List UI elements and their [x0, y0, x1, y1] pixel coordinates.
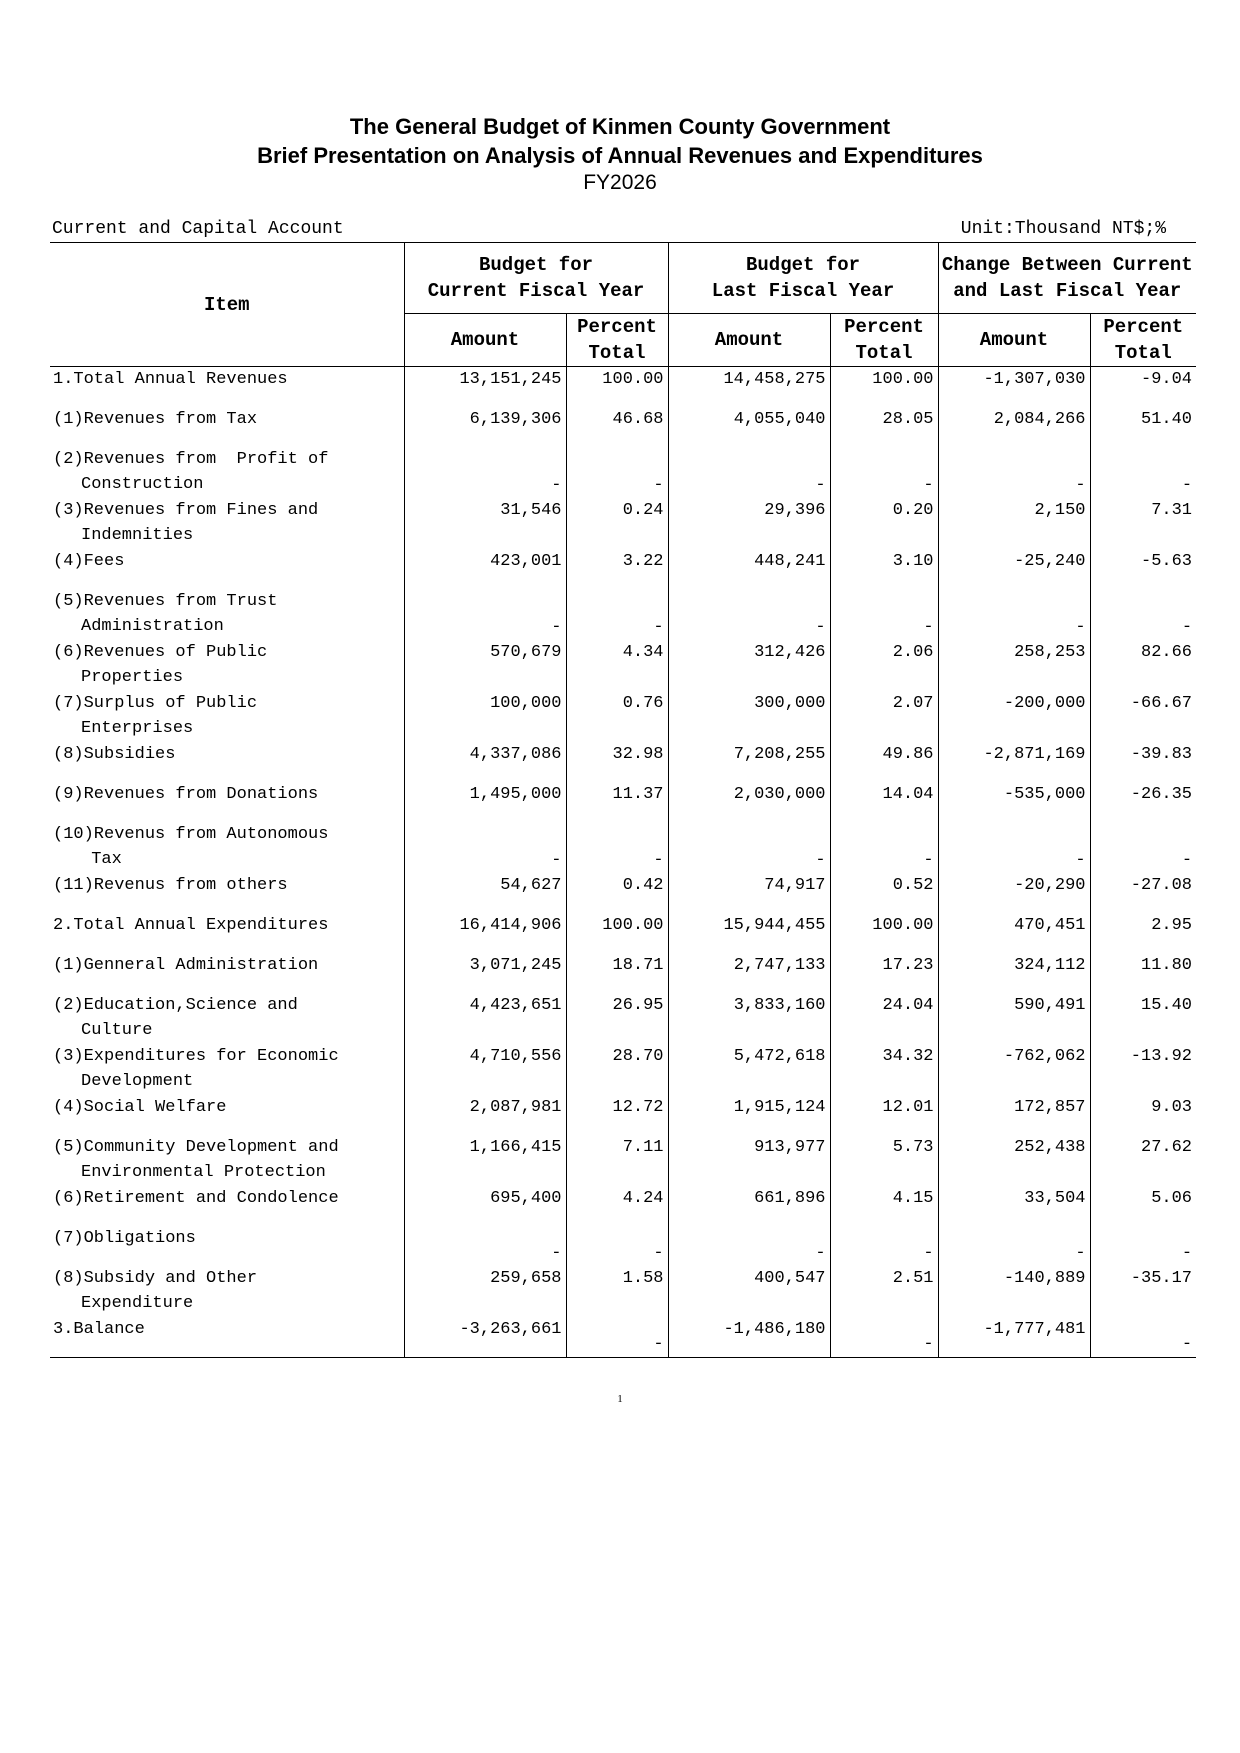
item-name: (8)Subsidies — [53, 745, 176, 764]
table-row — [50, 549, 1196, 589]
cell-change-percent: -66.67 — [1090, 691, 1196, 742]
header-last-amount: Amount — [668, 314, 830, 367]
cell-current-amount: 6,139,306 — [404, 407, 566, 447]
item-name: (1)Revenues from Tax — [53, 410, 258, 429]
cell-current-percent: 4.24 — [566, 1186, 668, 1226]
cell-current-percent: 12.72 — [566, 1095, 668, 1135]
row-item-label — [50, 1226, 404, 1266]
table-row — [50, 822, 1196, 873]
item-name-continued: Indemnities — [81, 526, 194, 545]
cell-last-percent: - — [830, 1226, 938, 1266]
table-row — [50, 407, 1196, 447]
item-name-continued: Culture — [81, 1021, 153, 1040]
cell-change-percent: 2.95 — [1090, 913, 1196, 953]
cell-change-percent: -27.08 — [1090, 873, 1196, 913]
cell-last-percent: - — [830, 447, 938, 498]
cell-last-percent: 24.04 — [830, 993, 938, 1044]
cell-change-percent: 9.03 — [1090, 1095, 1196, 1135]
cell-last-amount: 2,747,133 — [668, 953, 830, 993]
cell-current-amount: 4,337,086 — [404, 742, 566, 782]
document-subtitle: Brief Presentation on Analysis of Annual Revenues and Expenditures — [257, 143, 983, 168]
cell-change-percent: - — [1090, 1226, 1196, 1266]
cell-change-amount: - — [938, 447, 1090, 498]
item-name: (6)Revenues of Public — [53, 643, 268, 662]
cell-last-amount: 29,396 — [668, 498, 830, 549]
item-name: (2)Education,Science and — [53, 996, 298, 1015]
item-name: 3.Balance — [53, 1320, 145, 1339]
cell-change-percent: 27.62 — [1090, 1135, 1196, 1186]
row-item-label — [50, 407, 404, 447]
row-item-label — [50, 1135, 404, 1186]
cell-current-percent: 11.37 — [566, 782, 668, 822]
cell-change-amount: 33,504 — [938, 1186, 1090, 1226]
cell-current-percent: - — [566, 447, 668, 498]
fiscal-year-label: FY2026 — [583, 171, 657, 194]
item-name-continued: Expenditure — [81, 1294, 194, 1313]
cell-last-amount: - — [668, 447, 830, 498]
item-name: (7)Surplus of Public — [53, 694, 258, 713]
cell-last-percent: 100.00 — [830, 913, 938, 953]
cell-current-percent: - — [566, 589, 668, 640]
account-label: Current and Capital Account — [52, 219, 344, 239]
cell-current-percent: 0.42 — [566, 873, 668, 913]
cell-current-amount: 259,658 — [404, 1266, 566, 1317]
table-row — [50, 993, 1196, 1044]
table-row — [50, 447, 1196, 498]
item-name: (4)Social Welfare — [53, 1098, 227, 1117]
cell-current-amount: 54,627 — [404, 873, 566, 913]
cell-last-amount: 15,944,455 — [668, 913, 830, 953]
cell-last-amount: 4,055,040 — [668, 407, 830, 447]
page-number: 1 — [617, 1393, 623, 1405]
cell-change-amount: 258,253 — [938, 640, 1090, 691]
cell-last-amount: - — [668, 589, 830, 640]
cell-current-percent: 32.98 — [566, 742, 668, 782]
cell-current-percent: 100.00 — [566, 913, 668, 953]
cell-change-percent: 11.80 — [1090, 953, 1196, 993]
row-item-label — [50, 1044, 404, 1095]
row-item-label — [50, 953, 404, 993]
cell-last-percent: 2.07 — [830, 691, 938, 742]
row-item-label — [50, 367, 404, 408]
cell-current-amount: 31,546 — [404, 498, 566, 549]
cell-last-percent: 2.51 — [830, 1266, 938, 1317]
cell-last-amount: 312,426 — [668, 640, 830, 691]
cell-last-amount: 3,833,160 — [668, 993, 830, 1044]
table-row — [50, 1044, 1196, 1095]
cell-current-amount: 3,071,245 — [404, 953, 566, 993]
cell-last-amount: 5,472,618 — [668, 1044, 830, 1095]
cell-change-percent: -13.92 — [1090, 1044, 1196, 1095]
row-item-label — [50, 873, 404, 913]
table-row — [50, 782, 1196, 822]
header-current-fiscal-year: Budget for Current Fiscal Year — [404, 243, 668, 314]
cell-last-percent: 12.01 — [830, 1095, 938, 1135]
cell-change-percent: 5.06 — [1090, 1186, 1196, 1226]
cell-current-amount: 570,679 — [404, 640, 566, 691]
cell-last-percent: 3.10 — [830, 549, 938, 589]
cell-last-amount: 661,896 — [668, 1186, 830, 1226]
cell-current-percent: 3.22 — [566, 549, 668, 589]
row-item-label — [50, 993, 404, 1044]
cell-last-percent: 34.32 — [830, 1044, 938, 1095]
cell-change-percent: -39.83 — [1090, 742, 1196, 782]
cell-last-amount: 2,030,000 — [668, 782, 830, 822]
cell-change-percent: - — [1090, 589, 1196, 640]
item-name: (3)Expenditures for Economic — [53, 1047, 339, 1066]
cell-change-percent: 7.31 — [1090, 498, 1196, 549]
row-item-label — [50, 1186, 404, 1226]
cell-current-amount: 16,414,906 — [404, 913, 566, 953]
cell-change-amount: 2,150 — [938, 498, 1090, 549]
item-name: (6)Retirement and Condolence — [53, 1189, 339, 1208]
row-item-label — [50, 1317, 404, 1358]
table-row — [50, 589, 1196, 640]
cell-change-amount: -1,307,030 — [938, 367, 1090, 408]
header-last-fiscal-year: Budget for Last Fiscal Year — [668, 243, 938, 314]
cell-current-amount: - — [404, 447, 566, 498]
table-row — [50, 1226, 1196, 1266]
cell-change-amount: 2,084,266 — [938, 407, 1090, 447]
cell-last-amount: 1,915,124 — [668, 1095, 830, 1135]
row-item-label — [50, 742, 404, 782]
cell-change-amount: -140,889 — [938, 1266, 1090, 1317]
cell-last-percent: 0.52 — [830, 873, 938, 913]
cell-current-percent: 28.70 — [566, 1044, 668, 1095]
cell-change-amount: - — [938, 1226, 1090, 1266]
cell-current-amount: - — [404, 1226, 566, 1266]
cell-last-percent: 17.23 — [830, 953, 938, 993]
cell-current-percent: 18.71 — [566, 953, 668, 993]
header-current-amount: Amount — [404, 314, 566, 367]
cell-current-percent: 0.24 — [566, 498, 668, 549]
cell-change-amount: -25,240 — [938, 549, 1090, 589]
cell-current-percent: 26.95 — [566, 993, 668, 1044]
item-name-continued: Construction — [81, 475, 204, 494]
row-item-label — [50, 589, 404, 640]
header-item: Item — [50, 243, 404, 367]
item-name: (3)Revenues from Fines and — [53, 501, 319, 520]
table-row — [50, 1135, 1196, 1186]
cell-change-amount: 252,438 — [938, 1135, 1090, 1186]
cell-change-amount: - — [938, 589, 1090, 640]
cell-current-percent: - — [566, 1226, 668, 1266]
cell-last-amount: 7,208,255 — [668, 742, 830, 782]
cell-change-amount: -20,290 — [938, 873, 1090, 913]
item-name: (5)Revenues from Trust — [53, 592, 278, 611]
item-name: 1.Total Annual Revenues — [53, 370, 288, 389]
unit-label: Unit:Thousand NT$;% — [960, 219, 1166, 239]
cell-change-percent: -9.04 — [1090, 367, 1196, 408]
document-title: The General Budget of Kinmen County Government — [349, 114, 891, 139]
cell-change-amount: 172,857 — [938, 1095, 1090, 1135]
header-last-percent: Percent Total — [830, 314, 938, 367]
table-row — [50, 1317, 1196, 1358]
cell-current-percent: 100.00 — [566, 367, 668, 408]
cell-last-percent: 0.20 — [830, 498, 938, 549]
cell-last-percent: - — [830, 589, 938, 640]
cell-last-percent: - — [830, 1317, 938, 1358]
item-name-continued: Properties — [81, 668, 184, 687]
table-row — [50, 913, 1196, 953]
item-name: (11)Revenus from others — [53, 876, 288, 895]
item-name: (10)Revenus from Autonomous — [53, 825, 329, 844]
cell-current-percent: 4.34 — [566, 640, 668, 691]
table-row — [50, 1095, 1196, 1135]
cell-change-percent: - — [1090, 822, 1196, 873]
cell-last-amount: 74,917 — [668, 873, 830, 913]
item-name: (1)Genneral Administration — [53, 956, 319, 975]
table-row — [50, 367, 1196, 408]
cell-current-amount: - — [404, 822, 566, 873]
cell-last-percent: 28.05 — [830, 407, 938, 447]
item-name: (4)Fees — [53, 552, 125, 571]
cell-current-percent: - — [566, 1317, 668, 1358]
cell-current-amount: 423,001 — [404, 549, 566, 589]
table-row — [50, 498, 1196, 549]
item-name-continued: Environmental Protection — [81, 1163, 326, 1182]
item-name-continued: Administration — [81, 617, 224, 636]
header-change-amount: Amount — [938, 314, 1090, 367]
item-name-continued: Development — [81, 1072, 194, 1091]
cell-last-percent: 4.15 — [830, 1186, 938, 1226]
row-item-label — [50, 549, 404, 589]
table-row — [50, 742, 1196, 782]
cell-last-amount: - — [668, 822, 830, 873]
cell-last-amount: - — [668, 1226, 830, 1266]
table-row — [50, 873, 1196, 913]
cell-current-percent: 1.58 — [566, 1266, 668, 1317]
header-current-percent: Percent Total — [566, 314, 668, 367]
cell-change-percent: -35.17 — [1090, 1266, 1196, 1317]
cell-current-amount: 2,087,981 — [404, 1095, 566, 1135]
cell-last-amount: 300,000 — [668, 691, 830, 742]
item-name: (5)Community Development and — [53, 1138, 339, 1157]
row-item-label — [50, 1095, 404, 1135]
cell-change-amount: -1,777,481 — [938, 1317, 1090, 1358]
item-name: 2.Total Annual Expenditures — [53, 916, 329, 935]
header-change: Change Between Current and Last Fiscal Year — [938, 243, 1196, 314]
cell-current-percent: 46.68 — [566, 407, 668, 447]
budget-table — [50, 242, 1196, 1358]
cell-current-percent: 0.76 — [566, 691, 668, 742]
item-name: (7)Obligations — [53, 1229, 196, 1248]
cell-change-amount: -535,000 — [938, 782, 1090, 822]
cell-current-amount: 1,495,000 — [404, 782, 566, 822]
row-item-label — [50, 691, 404, 742]
cell-last-percent: 100.00 — [830, 367, 938, 408]
cell-change-percent: 51.40 — [1090, 407, 1196, 447]
header-change-percent: Percent Total — [1090, 314, 1196, 367]
cell-change-percent: 82.66 — [1090, 640, 1196, 691]
item-name: (8)Subsidy and Other — [53, 1269, 258, 1288]
cell-last-amount: 400,547 — [668, 1266, 830, 1317]
table-row — [50, 640, 1196, 691]
cell-last-percent: 49.86 — [830, 742, 938, 782]
row-item-label — [50, 1266, 404, 1317]
cell-current-amount: 695,400 — [404, 1186, 566, 1226]
item-name-continued: Tax — [81, 850, 122, 869]
cell-last-amount: -1,486,180 — [668, 1317, 830, 1358]
cell-change-percent: 15.40 — [1090, 993, 1196, 1044]
row-item-label — [50, 782, 404, 822]
table-row — [50, 1186, 1196, 1226]
cell-current-amount: - — [404, 589, 566, 640]
cell-last-percent: - — [830, 822, 938, 873]
row-item-label — [50, 498, 404, 549]
cell-change-amount: 590,491 — [938, 993, 1090, 1044]
row-item-label — [50, 447, 404, 498]
item-name-continued: Enterprises — [81, 719, 194, 738]
cell-last-amount: 448,241 — [668, 549, 830, 589]
cell-change-amount: - — [938, 822, 1090, 873]
cell-current-percent: - — [566, 822, 668, 873]
item-name: (9)Revenues from Donations — [53, 785, 319, 804]
cell-change-percent: -5.63 — [1090, 549, 1196, 589]
cell-last-amount: 14,458,275 — [668, 367, 830, 408]
document-title-block — [0, 112, 1240, 196]
cell-current-amount: 100,000 — [404, 691, 566, 742]
cell-change-amount: -200,000 — [938, 691, 1090, 742]
cell-change-percent: - — [1090, 1317, 1196, 1358]
cell-last-percent: 2.06 — [830, 640, 938, 691]
cell-current-percent: 7.11 — [566, 1135, 668, 1186]
row-item-label — [50, 640, 404, 691]
cell-current-amount: 1,166,415 — [404, 1135, 566, 1186]
cell-last-percent: 5.73 — [830, 1135, 938, 1186]
cell-last-percent: 14.04 — [830, 782, 938, 822]
cell-last-amount: 913,977 — [668, 1135, 830, 1186]
table-row — [50, 691, 1196, 742]
cell-current-amount: 13,151,245 — [404, 367, 566, 408]
cell-change-amount: -2,871,169 — [938, 742, 1090, 782]
cell-change-percent: -26.35 — [1090, 782, 1196, 822]
cell-change-percent: - — [1090, 447, 1196, 498]
table-row — [50, 1266, 1196, 1317]
cell-change-amount: 324,112 — [938, 953, 1090, 993]
table-row — [50, 953, 1196, 993]
row-item-label — [50, 913, 404, 953]
cell-change-amount: -762,062 — [938, 1044, 1090, 1095]
table-meta — [50, 219, 1196, 241]
cell-current-amount: -3,263,661 — [404, 1317, 566, 1358]
cell-change-amount: 470,451 — [938, 913, 1090, 953]
item-name: (2)Revenues from Profit of — [53, 450, 329, 469]
row-item-label — [50, 822, 404, 873]
cell-current-amount: 4,710,556 — [404, 1044, 566, 1095]
cell-current-amount: 4,423,651 — [404, 993, 566, 1044]
